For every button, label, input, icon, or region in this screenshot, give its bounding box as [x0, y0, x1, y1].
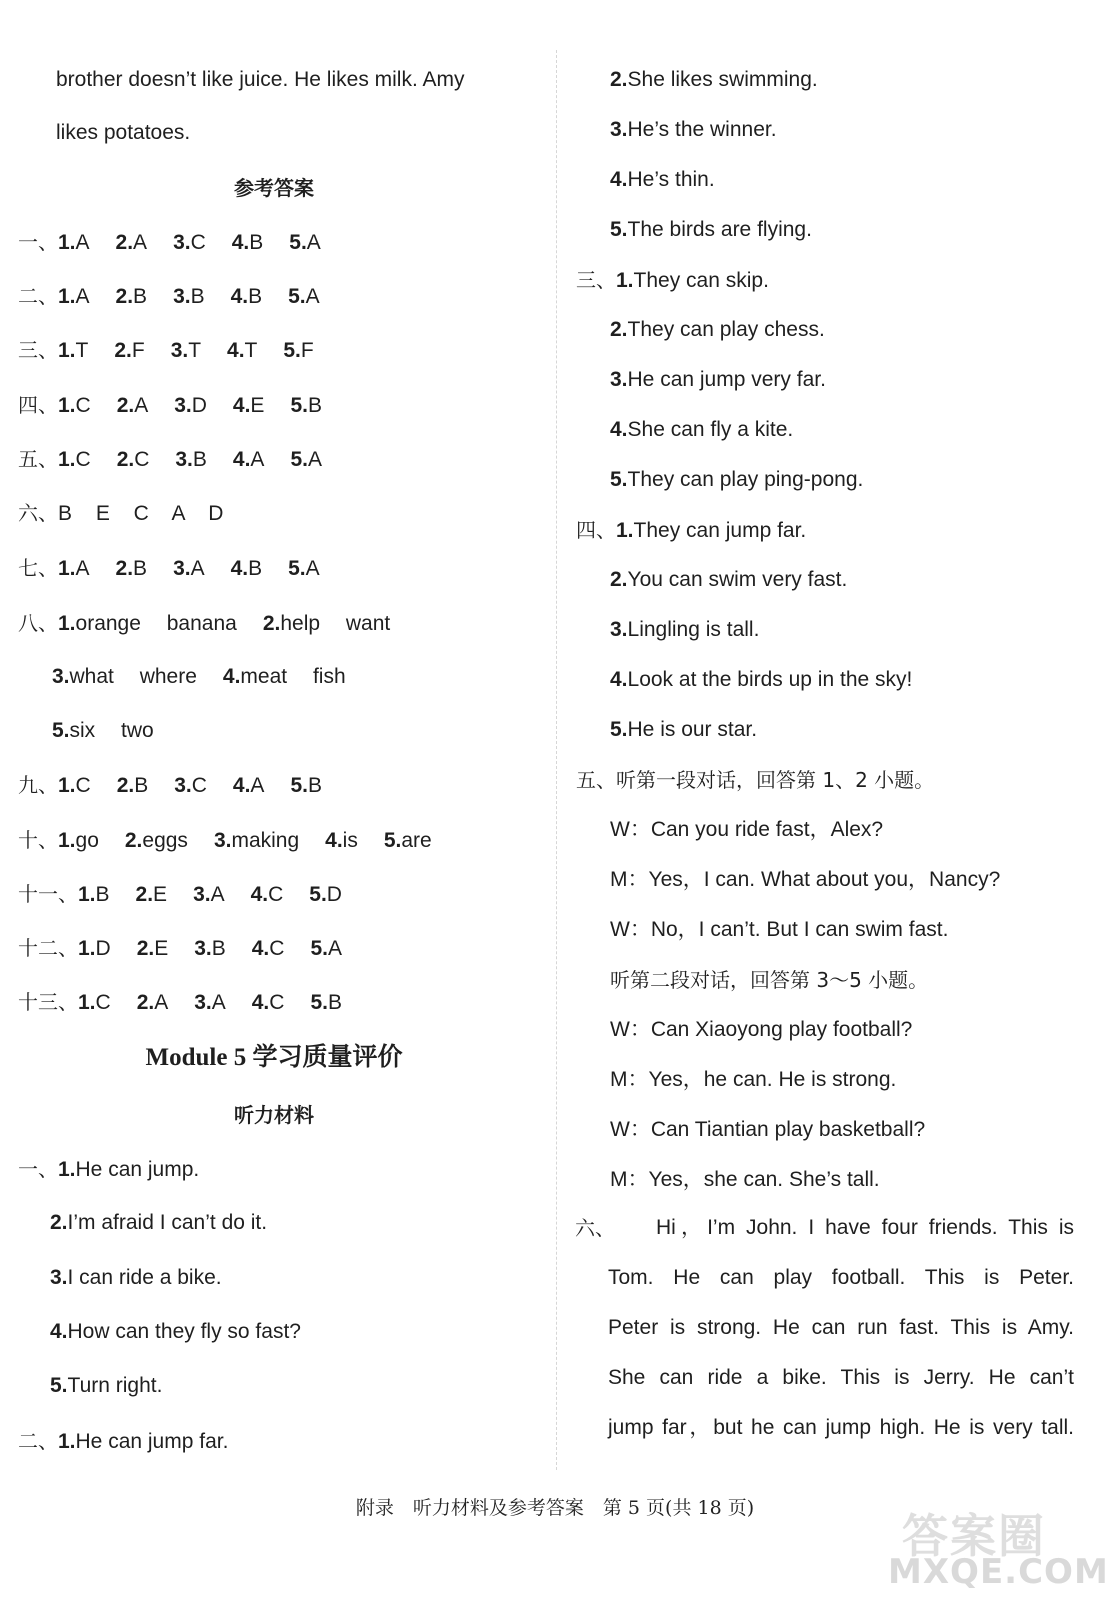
answer-number: 5. [288, 557, 306, 580]
answer-value: are [401, 829, 432, 852]
answer-number: 3. [175, 448, 193, 471]
answer-number: 4. [232, 774, 251, 797]
answer-row [18, 445, 322, 474]
answer-value: B [211, 937, 226, 960]
answer-row [18, 826, 432, 855]
answer-value: B [327, 991, 342, 1014]
paragraph-line: Tom. He can play football. This is Peter. [608, 1266, 1074, 1289]
answer-value: D [95, 937, 111, 960]
answer-value: C [269, 991, 285, 1014]
listening-line [610, 916, 948, 944]
answer-number: 1. [58, 774, 76, 797]
listening-heading: 听力材料 [234, 1103, 314, 1127]
answer-number: 4. [227, 339, 245, 362]
listening-number: 3. [610, 368, 628, 391]
listening-section-label: 五、 [576, 768, 616, 792]
answer-number: 4. [230, 557, 249, 580]
answer-value: meat fish [240, 665, 346, 688]
listening-number: 5. [50, 1374, 68, 1397]
answer-number: 3. [194, 937, 212, 960]
listening-number: 1. [616, 519, 634, 542]
answer-number: 3. [173, 231, 191, 254]
answer-value: B [95, 883, 110, 906]
paragraph-line: Hi，I’m John. I have four friends. This is [656, 1216, 1074, 1239]
answer-value: E [153, 883, 168, 906]
answer-number: 3. [193, 883, 211, 906]
answer-row [18, 880, 342, 909]
answer-number: 1. [78, 883, 96, 906]
listening-text: Look at the birds up in the sky! [627, 668, 913, 691]
answer-value: B E C A D [58, 502, 224, 525]
answer-value: C [75, 394, 91, 417]
watermark-bottom-text: MXQE.COM [888, 1552, 1109, 1592]
answer-value: C [95, 991, 111, 1014]
answer-section-label: 九、 [18, 773, 58, 797]
answer-value: B [248, 557, 263, 580]
listening-line [610, 816, 883, 844]
answer-value: T [75, 339, 89, 362]
answer-number: 3. [173, 557, 191, 580]
listening-text: She likes swimming. [627, 68, 818, 91]
answer-row [18, 228, 321, 257]
answer-value: A [154, 991, 169, 1014]
answer-value: help want [280, 612, 391, 635]
answer-value: A [190, 557, 205, 580]
listening-line [610, 116, 777, 144]
answer-value: B [249, 231, 264, 254]
module-title: Module 5 学习质量评价 [145, 1044, 403, 1071]
answer-row [18, 771, 322, 800]
answer-section-label: 五、 [18, 447, 58, 471]
listening-number: 1. [58, 1158, 76, 1181]
answer-value: B [133, 285, 148, 308]
answer-value: A [75, 231, 90, 254]
answer-value: orange banana [75, 612, 237, 635]
answer-value: E [154, 937, 169, 960]
answer-number: 3. [174, 394, 192, 417]
answer-number: 5. [283, 339, 301, 362]
answer-number: 2. [115, 285, 134, 308]
answer-row [18, 499, 223, 528]
answer-value: A [210, 883, 225, 906]
listening-text: They can jump far. [633, 519, 807, 542]
listening-text: They can play ping-pong. [627, 468, 864, 491]
answer-number: 2. [114, 339, 132, 362]
listening-line [610, 666, 912, 694]
paragraph-line: jump far，but he can jump high. He is very tall. [608, 1416, 1074, 1439]
answer-number: 3. [173, 285, 191, 308]
answer-value: eggs [142, 829, 188, 852]
listening-text: W：Can Tiantian play basketball? [610, 1118, 926, 1141]
answer-row [18, 554, 320, 583]
answer-value: what where [69, 665, 197, 688]
answer-section-label: 七、 [18, 556, 58, 580]
section-6-label: 六、 [575, 1216, 615, 1240]
answer-value: T [244, 339, 258, 362]
answers-heading: 参考答案 [234, 176, 314, 200]
listening-line [18, 1155, 199, 1184]
listening-line [610, 216, 812, 244]
answer-value: A [305, 285, 320, 308]
answer-number: 3. [194, 991, 212, 1014]
listening-text: You can swim very fast. [627, 568, 848, 591]
intro-line-2: likes potatoes. [56, 121, 191, 144]
listening-text: I can ride a bike. [67, 1266, 222, 1289]
intro-line-1: brother doesn’t like juice. He likes milk. Amy [56, 68, 465, 91]
listening-number: 1. [616, 269, 634, 292]
listening-text: W：Can you ride fast，Alex? [610, 818, 884, 841]
answer-number: 4. [251, 991, 270, 1014]
answer-row [18, 934, 342, 963]
answer-number: 1. [58, 339, 76, 362]
answer-value: D [326, 883, 342, 906]
listening-number: 5. [610, 218, 628, 241]
answer-value: A [133, 231, 148, 254]
listening-text: He is our star. [627, 718, 758, 741]
listening-number: 2. [610, 68, 628, 91]
answer-section-label: 八、 [18, 611, 58, 635]
listening-text: They can skip. [633, 269, 769, 292]
answer-value: A [75, 285, 90, 308]
listening-text: He’s the winner. [627, 118, 777, 141]
answer-number: 5. [309, 883, 327, 906]
listening-number: 3. [610, 118, 628, 141]
answer-value: A [250, 774, 265, 797]
answer-number: 5. [310, 937, 328, 960]
answer-value: B [248, 285, 263, 308]
answer-number: 3. [170, 339, 189, 362]
paragraph-line: Peter is strong. He can run fast. This is Amy. [608, 1316, 1074, 1339]
answer-number: 5. [289, 231, 307, 254]
answer-number: 1. [58, 829, 76, 852]
answer-section-label: 十三、 [18, 990, 78, 1014]
answer-number: 5. [52, 719, 70, 742]
answer-number: 5. [290, 448, 308, 471]
answer-number: 2. [136, 937, 155, 960]
answer-value: is [342, 829, 358, 852]
listening-number: 5. [610, 468, 628, 491]
answer-number: 5. [310, 991, 328, 1014]
listening-number: 4. [610, 668, 628, 691]
answer-section-label: 四、 [18, 393, 58, 417]
answer-number: 5. [290, 394, 308, 417]
answer-value: B [190, 285, 205, 308]
listening-text: How can they fly so fast? [67, 1320, 301, 1343]
answer-number: 2. [115, 231, 134, 254]
listening-text: They can play chess. [627, 318, 825, 341]
answer-number: 4. [230, 285, 249, 308]
answer-number: 5. [288, 285, 306, 308]
listening-number: 4. [50, 1320, 68, 1343]
answer-number: 1. [58, 285, 76, 308]
watermark-logo [888, 1500, 1109, 1592]
answer-number: 3. [174, 774, 192, 797]
listening-line [610, 566, 847, 594]
answer-number: 1. [78, 991, 96, 1014]
answer-row [18, 282, 320, 311]
answer-section-label: 二、 [18, 284, 58, 308]
answer-row [18, 988, 342, 1017]
answer-section-label: 三、 [18, 338, 58, 362]
listening-line [50, 1318, 301, 1346]
listening-number: 1. [58, 1430, 76, 1453]
answer-value: E [250, 394, 265, 417]
listening-line [610, 716, 757, 744]
listening-text: Lingling is tall. [627, 618, 760, 641]
answer-row [52, 717, 154, 745]
listening-number: 4. [610, 168, 628, 191]
answer-value: B [307, 774, 322, 797]
listening-line [610, 1166, 880, 1194]
listening-line [610, 366, 826, 394]
listening-line [576, 266, 769, 295]
listening-line [610, 1116, 925, 1144]
answer-value: C [134, 448, 150, 471]
answer-number: 2. [124, 829, 143, 852]
answer-number: 2. [262, 612, 281, 635]
listening-line [610, 966, 928, 995]
answer-value: C [269, 937, 285, 960]
answer-number: 5. [290, 774, 308, 797]
answer-value: A [305, 557, 320, 580]
listening-text: 听第二段对话，回答第 3～5 小题。 [610, 968, 929, 992]
answer-number: 4. [222, 665, 241, 688]
column-divider [556, 50, 557, 1470]
answer-number: 1. [58, 612, 76, 635]
listening-section-label: 一、 [18, 1157, 58, 1181]
answer-value: six two [69, 719, 154, 742]
answer-number: 1. [58, 557, 76, 580]
answer-value: B [192, 448, 207, 471]
listening-line [50, 1209, 267, 1237]
answer-row [18, 336, 314, 365]
listening-line [576, 766, 934, 795]
answer-row [52, 663, 346, 691]
listening-number: 2. [610, 318, 628, 341]
answer-number: 1. [58, 448, 76, 471]
listening-line [610, 616, 759, 644]
listening-text: W：No，I can’t. But I can swim fast. [610, 918, 949, 941]
listening-text: I’m afraid I can’t do it. [67, 1211, 268, 1234]
listening-section-label: 三、 [576, 268, 616, 292]
answer-value: C [191, 774, 207, 797]
answer-number: 3. [213, 829, 232, 852]
answer-section-label: 十二、 [18, 936, 78, 960]
answer-value: A [211, 991, 226, 1014]
listening-line [610, 166, 715, 194]
answer-section-label: 六、 [18, 501, 58, 525]
watermark-top-text: 答案圈 [902, 1509, 1046, 1563]
listening-text: M：Yes，she can. She’s tall. [610, 1168, 880, 1191]
answer-value: T [188, 339, 202, 362]
page-footer: 附录 听力材料及参考答案 第 5 页(共 18 页) [355, 1497, 755, 1519]
answer-value: F [131, 339, 145, 362]
listening-text: He can jump far. [75, 1430, 229, 1453]
listening-number: 3. [50, 1266, 68, 1289]
listening-line [610, 1016, 912, 1044]
listening-line [610, 316, 825, 344]
answer-value: C [190, 231, 206, 254]
listening-line [576, 516, 806, 545]
answer-number: 2. [116, 394, 135, 417]
answer-number: 1. [58, 394, 76, 417]
answer-number: 1. [58, 231, 76, 254]
listening-section-label: 四、 [576, 518, 616, 542]
answer-number: 2. [116, 774, 135, 797]
answer-value: making [231, 829, 300, 852]
listening-text: 听第一段对话，回答第 1、2 小题。 [616, 768, 935, 792]
answer-value: A [75, 557, 90, 580]
listening-number: 5. [610, 718, 628, 741]
listening-text: He can jump very far. [627, 368, 826, 391]
answer-value: A [250, 448, 265, 471]
answer-value: D [191, 394, 207, 417]
listening-section-label: 二、 [18, 1429, 58, 1453]
listening-text: He’s thin. [627, 168, 715, 191]
answer-number: 2. [115, 557, 134, 580]
answer-row [18, 609, 390, 638]
answer-number: 2. [135, 883, 154, 906]
answer-value: B [133, 557, 148, 580]
listening-number: 2. [50, 1211, 68, 1234]
answer-number: 4. [232, 394, 251, 417]
answer-number: 2. [116, 448, 135, 471]
answer-value: F [300, 339, 314, 362]
listening-text: The birds are flying. [627, 218, 812, 241]
answer-number: 4. [232, 448, 251, 471]
answer-number: 4. [250, 883, 269, 906]
answer-section-label: 十、 [18, 828, 58, 852]
answer-value: C [75, 448, 91, 471]
listening-line [610, 416, 793, 444]
answer-number: 4. [251, 937, 270, 960]
answer-number: 4. [231, 231, 250, 254]
listening-line [50, 1264, 222, 1292]
answer-number: 4. [325, 829, 343, 852]
listening-text: W：Can Xiaoyong play football? [610, 1018, 913, 1041]
listening-text: M：Yes，I can. What about you，Nancy? [610, 868, 1001, 891]
answer-value: A [307, 448, 322, 471]
listening-line [610, 1066, 896, 1094]
answer-value: B [307, 394, 322, 417]
paragraph-line: She can ride a bike. This is Jerry. He can’t [608, 1366, 1074, 1389]
answer-section-label: 十一、 [18, 882, 78, 906]
answer-number: 2. [136, 991, 155, 1014]
answer-number: 1. [78, 937, 96, 960]
listening-line [610, 866, 1000, 894]
listening-text: Turn right. [67, 1374, 163, 1397]
listening-number: 3. [610, 618, 628, 641]
answer-number: 3. [52, 665, 70, 688]
listening-line [50, 1372, 162, 1400]
answer-value: A [327, 937, 342, 960]
listening-text: M：Yes，he can. He is strong. [610, 1068, 897, 1091]
answer-value: B [134, 774, 149, 797]
answer-row [18, 391, 322, 420]
listening-line [610, 66, 818, 94]
listening-text: He can jump. [75, 1158, 200, 1181]
listening-number: 4. [610, 418, 628, 441]
answer-value: C [75, 774, 91, 797]
answer-section-label: 一、 [18, 230, 58, 254]
answer-number: 5. [383, 829, 402, 852]
listening-number: 2. [610, 568, 628, 591]
listening-line [610, 466, 863, 494]
listening-line [18, 1427, 228, 1456]
answer-value: C [268, 883, 284, 906]
listening-text: She can fly a kite. [627, 418, 794, 441]
answer-value: go [75, 829, 99, 852]
answer-value: A [306, 231, 321, 254]
answer-value: A [134, 394, 149, 417]
